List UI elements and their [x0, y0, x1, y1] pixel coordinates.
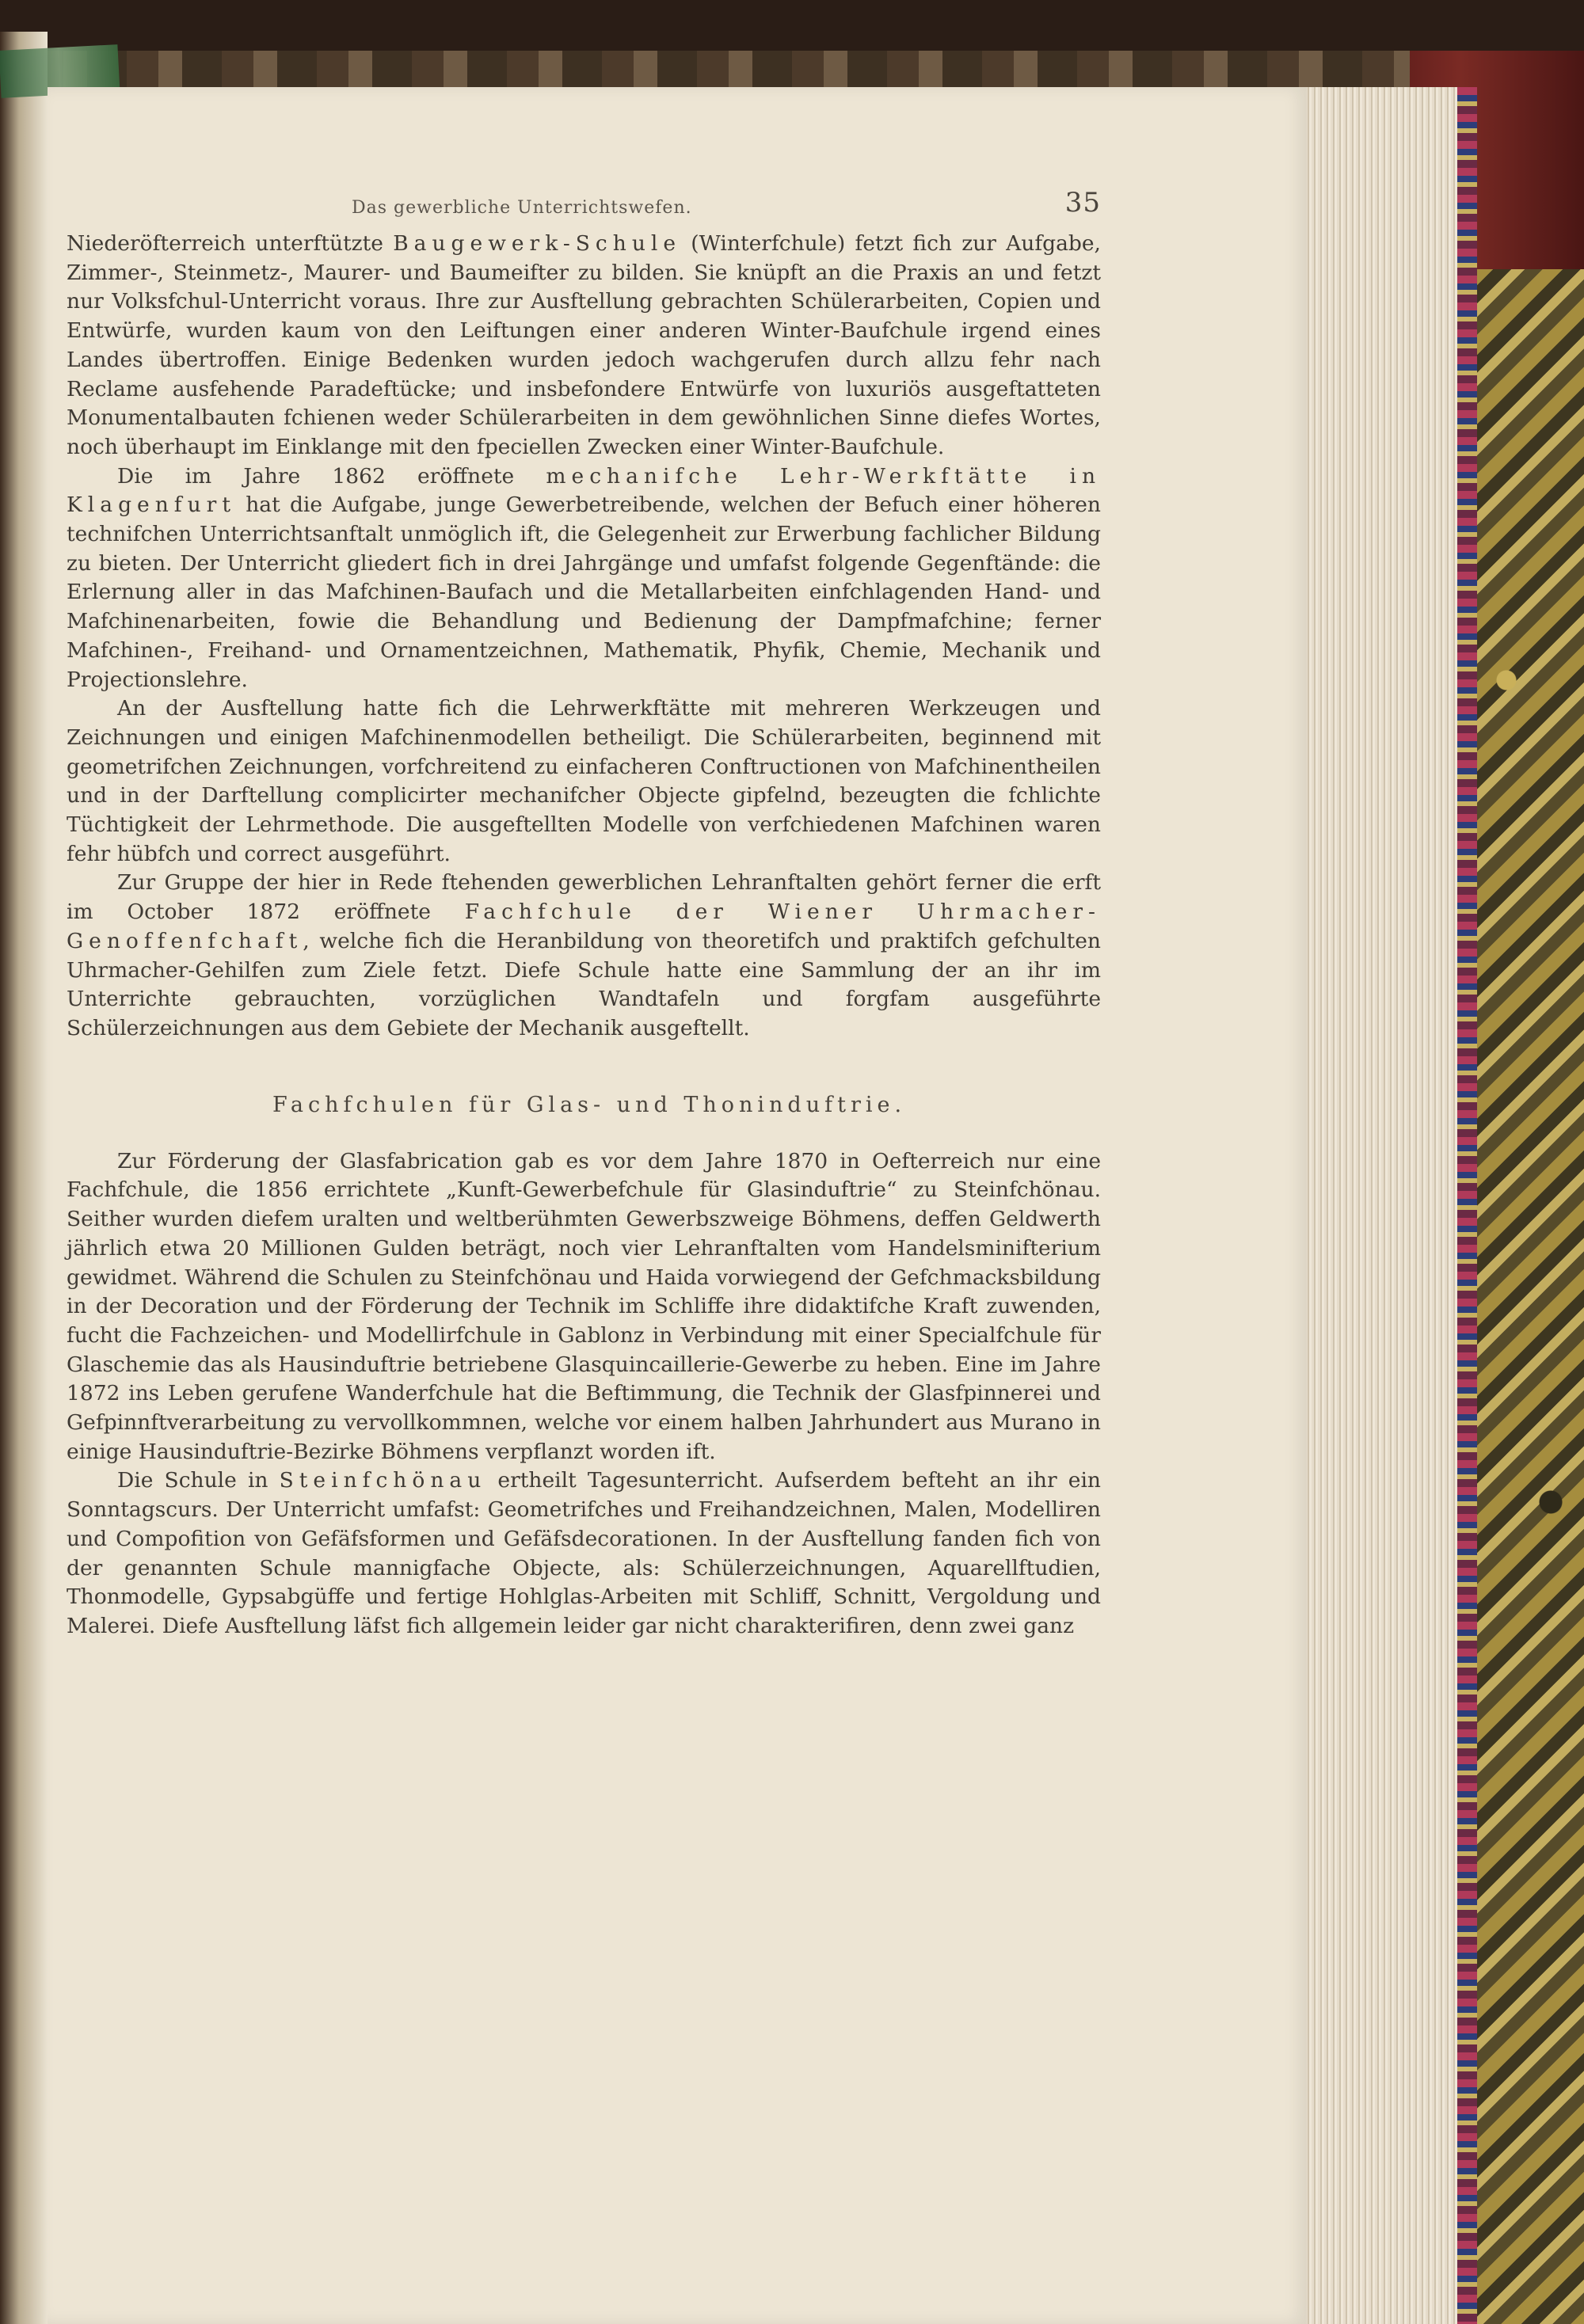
paragraph-2: Die im Jahre 1862 eröffnete mechanifche Lehr-Werkftätte in Klagenfurt hat die Aufgabe, junge Gewerbetreibende, welchen der Befuch einer höheren technifchen Unterrichtsanftalt unmöglich ift, die Gelegenheit zur Erwerbung fachlicher Bildung zu bieten. Der Unterricht gliedert fich in drei Jahrgänge und umfafst folgende Gegenftände: die Erlernung aller in das Mafchinen-Baufach und die Metallarbeiten einfchlagenden Hand- und Mafchinenarbeiten, fowie die Behandlung und Bedienung der Dampfmafchine; ferner Mafchinen-, Freihand- und Ornamentzeichnen, Mathematik, Phyfik, Chemie, Mechanik und Projectionslehre. [67, 463, 1102, 692]
paragraph-5: Zur Förderung der Glasfabrication gab es vor dem Jahre 1870 in Oefterreich nur eine Fachfchule, die 1856 errichtete „Kunft-Gewerbefchule für Glasinduftrie“ zu Steinfchönau. Seither wurden diefem uralten und weltberühmten Gewerbszweige Böhmens, deffen Geldwerth jährlich etwa 20 Millionen Gulden beträgt, noch vier Lehranftalten vom Handelsminifterium gewidmet. Während die Schulen zu Steinfchönau und Haida vorwiegend der Gefchmacksbildung in der Decoration und der Förderung der Technik im Schliffe ihre didaktifche Kraft zuwenden, fucht die Fachzeichen- und Modellirfchule in Gablonz in Verbindung mit einer Specialfchule für Glaschemie das als Hausinduftrie betriebene Glasquincaillerie-Gewerbe zu heben. Eine im Jahre 1872 ins Leben gerufene Wanderfchule hat die Beftimmung, die Technik der Glasfpinnerei und Gefpinnftverarbeitung zu vervollkommnen, welche vor einem halben Jahrhundert aus Murano in einige Hausinduftrie-Bezirke Böhmens verpflanzt worden ift. [67, 1148, 1101, 1464]
paragraph-6: Die Schule in Steinfchönau ertheilt Tagesunterricht. Aufserdem befteht an ihr ein Sonntagscurs. Der Unterricht umfafst: Geometrifches und Freihandzeichnen, Malen, Modelliren und Compofition von Gefäfsformen und Gefäfsdecorationen. In der Ausftellung fanden fich von der genannten Schule mannigfache Objecte, als: Schülerzeichnungen, Aquarellftudien, Thonmodelle, Gypsabgüffe und fertige Hohlglas-Arbeiten mit Schliff, Schnitt, Vergoldung und Malerei. Diefe Ausftellung läfst fich allgemein leider gar nicht charakterifiren, denn zwei ganz [67, 1468, 1101, 1638]
paragraph-1: Niederöfterreich unterftützte Baugewerk-Schule (Winterfchule) fetzt fich zur Aufgabe, Zimmer-, Steinmetz-, Maurer- und Baumeifter zu bilden. Sie knüpft an die Praxis an und fetzt nur Volksfchul-Unterricht voraus. Ihre zur Ausftellung gebrachten Schülerarbeiten, Copien und Entwürfe, wurden kaum von den Leiftungen einer anderen Winter-Baufchule irgend eines Landes übertroffen. Einige Bedenken wurden jedoch wachgerufen durch allzu fehr nach Reclame ausfehende Paradeftücke; und insbefondere Entwürfe von luxuriös ausgeftatteten Monumentalbauten fchienen weder Schülerarbeiten in dem gewöhnlichen Sinne diefes Wortes, noch überhaupt im Einklange mit den fpeciellen Zwecken einer Winter-Baufchule. [67, 231, 1101, 459]
section-heading: Fachfchulen für Glas- und Thoninduftrie. [272, 1092, 907, 1117]
left-page-edge [0, 32, 48, 2324]
running-title: Das gewerbliche Unterrichtswefen. [352, 198, 692, 218]
paragraph-4: Zur Gruppe der hier in Rede ftehenden gewerblichen Lehranftalten gehört ferner die erft im October 1872 eröffnete Fachfchule der Wiener Uhrmacher-Genoffenfchaft, welche fich die Heranbildung von theoretifch und praktifch gefchulten Uhrmacher-Gehilfen zum Ziele fetzt. Diefe Schule hatte eine Sammlung der an ihr im Unterrichte gebrauchten, vorzüglichen Wandtafeln und forgfam ausgeführte Schülerzeichnungen aus dem Gebiete der Mechanik ausgeftellt. [67, 870, 1101, 1040]
emphasis: Baugewerk-Schule [393, 231, 682, 256]
running-header [67, 182, 1101, 230]
page-edges [1299, 87, 1457, 2324]
top-binding [32, 51, 1410, 87]
emphasis: Steinfchönau [279, 1468, 487, 1493]
page-content [67, 182, 1101, 1641]
marbled-endpaper [1473, 269, 1584, 2324]
emphasis: Fachfchule der Wiener Uhrmacher-Genoffenfchaft [67, 900, 1101, 953]
paragraph-3: An der Ausftellung hatte fich die Lehrwerkftätte mit mehreren Werkzeugen und Zeichnungen und einigen Mafchinenmodellen betheiligt. Die Schülerarbeiten, beginnend mit geometrifchen Zeichnungen, vorfchreitend zu einfacheren Conftructionen von Mafchinentheilen und in der Darftellung complicirter mechanifcher Objecte gipfelnd, bezeugten die fchlichte Tüchtigkeit der Lehrmethode. Die ausgeftellten Modelle von verfchiedenen Mafchinen waren fehr hübfch und correct ausgeführt. [67, 696, 1101, 866]
page-number: 35 [1064, 187, 1101, 219]
emphasis: mechanifche Lehr-Werkftätte in Klagenfurt [67, 463, 1102, 518]
